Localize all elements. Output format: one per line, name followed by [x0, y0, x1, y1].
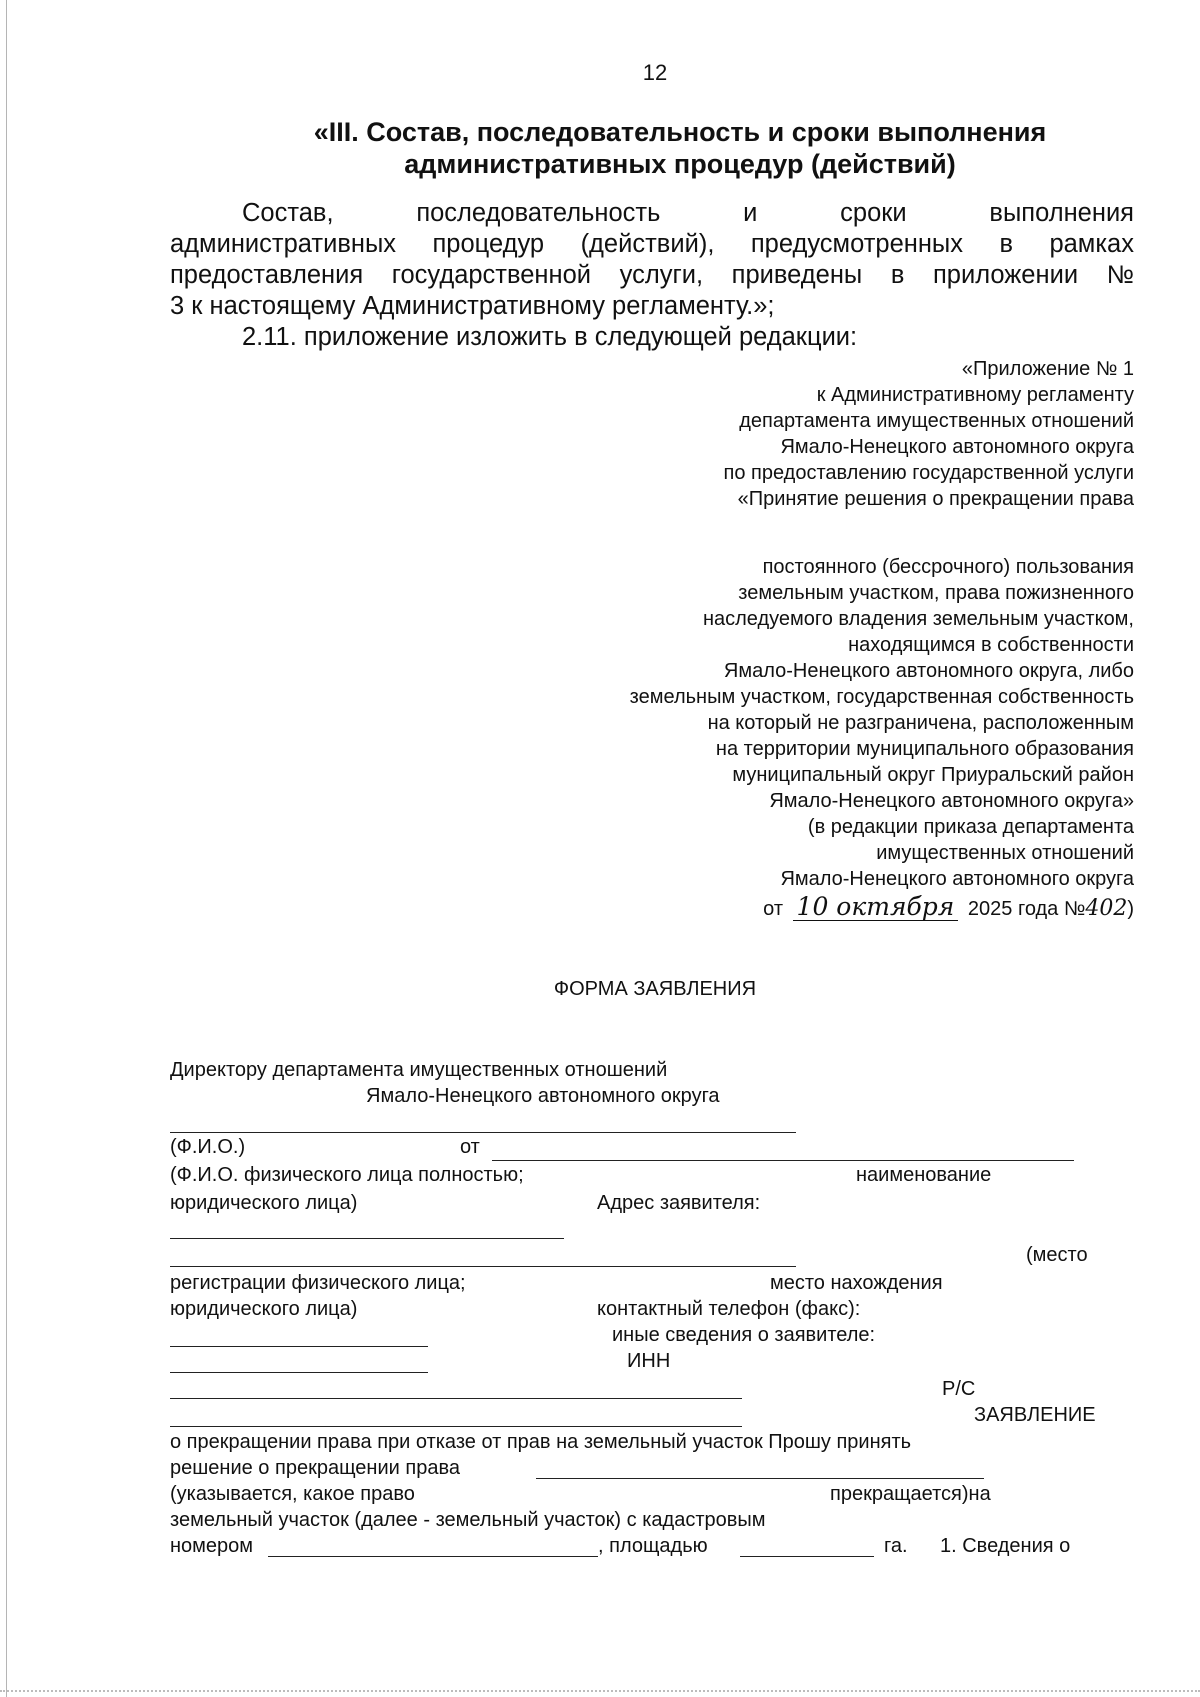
- statement-line1: о прекращении права при отказе от прав на земельный участок Прошу принять: [170, 1431, 912, 1453]
- address-underline-2: [170, 1266, 796, 1267]
- appendix-header-a: [434, 356, 1134, 512]
- phone-label: контактный телефон (факс):: [597, 1298, 861, 1320]
- handwritten-number: 402: [1085, 896, 1128, 921]
- appendix-line: Ямало-Ненецкого автономного округа: [780, 436, 1134, 458]
- statement-line5-c: га.: [884, 1535, 908, 1557]
- section-heading-line2: административных процедур (действий): [404, 149, 956, 179]
- other-info-underline: [170, 1372, 428, 1373]
- appendix-line: земельным участком, права пожизненного: [738, 582, 1134, 604]
- appendix-line: Ямало-Ненецкого автономного округа»: [769, 790, 1134, 812]
- page-edge: [6, 0, 7, 1697]
- address-underline-1: [170, 1238, 564, 1239]
- date-suffix: ): [1127, 898, 1134, 920]
- cadastral-number-underline: [268, 1556, 598, 1557]
- appendix-line: департамента имущественных отношений: [739, 410, 1134, 432]
- appendix-date-line: [434, 894, 1134, 922]
- statement-line3-left: (указывается, какое право: [170, 1483, 415, 1505]
- from-label: от: [460, 1136, 480, 1158]
- fio-underline: [170, 1132, 796, 1133]
- rs-underline: [170, 1426, 742, 1427]
- appendix-line: на территории муниципального образования: [715, 738, 1134, 760]
- legal-entity-label-2: юридического лица): [170, 1298, 358, 1320]
- appendix-line: (в редакции приказа департамента: [807, 816, 1134, 838]
- appendix-line: «Приложение № 1: [961, 358, 1134, 380]
- appendix-line: постоянного (бессрочного) пользования: [762, 556, 1134, 578]
- location-label: место нахождения: [770, 1272, 943, 1294]
- paragraph-1: [170, 198, 1134, 322]
- date-year: 2025 года №: [967, 898, 1086, 920]
- area-underline: [740, 1556, 874, 1557]
- fio-label: (Ф.И.О.): [170, 1136, 246, 1158]
- place-label: (место: [1026, 1244, 1088, 1266]
- form-title: ФОРМА ЗАЯВЛЕНИЯ: [553, 978, 757, 1000]
- statement-line5-d: 1. Сведения о: [940, 1535, 1071, 1557]
- name-label: наименование: [856, 1164, 992, 1186]
- statement-line3-right: прекращается)на: [830, 1483, 991, 1505]
- appendix-line: «Принятие решения о прекращении права: [737, 488, 1134, 510]
- other-info-label: иные сведения о заявителе:: [612, 1324, 876, 1346]
- appendix-line: Ямало-Ненецкого автономного округа, либо: [723, 660, 1134, 682]
- inn-underline: [170, 1398, 742, 1399]
- appendix-line: по предоставлению государственной услуги: [723, 462, 1134, 484]
- appendix-line: к Административному регламенту: [816, 384, 1134, 406]
- appendix-line: земельным участком, государственная собственность: [629, 686, 1134, 708]
- statement-line5-b: , площадью: [598, 1535, 708, 1557]
- statement-line2: решение о прекращении права: [170, 1457, 460, 1479]
- rs-label: Р/С: [942, 1378, 976, 1400]
- appendix-line: наследуемого владения земельным участком,: [702, 608, 1134, 630]
- scan-artifact-bottom: [0, 1690, 1200, 1692]
- section-heading: [170, 116, 1190, 180]
- paragraph-1-line3: предоставления государственной услуги, приведены в приложении №: [170, 261, 1134, 289]
- appendix-line: находящимся в собственности: [848, 634, 1134, 656]
- item-2-11: 2.11. приложение изложить в следующей редакции:: [242, 323, 858, 351]
- handwritten-date: 10 октября: [793, 894, 959, 921]
- inn-label: ИНН: [627, 1350, 671, 1372]
- paragraph-1-line4: 3 к настоящему Административному регламенту.»;: [170, 292, 775, 320]
- from-underline: [492, 1160, 1074, 1161]
- date-prefix: от: [763, 898, 783, 920]
- address-label: Адрес заявителя:: [597, 1192, 761, 1214]
- appendix-line: муниципальный округ Приуральский район: [732, 764, 1134, 786]
- addressee-line1: Директору департамента имущественных отношений: [170, 1059, 668, 1081]
- right-type-underline: [536, 1478, 984, 1479]
- phone-underline: [170, 1346, 428, 1347]
- fio-full-label: (Ф.И.О. физического лица полностью;: [170, 1164, 524, 1186]
- statement-line5-a: номером: [170, 1535, 254, 1557]
- paragraph-1-line2: административных процедур (действий), предусмотренных в рамках: [170, 230, 1134, 258]
- page-number: 12: [642, 60, 668, 85]
- legal-entity-label: юридического лица): [170, 1192, 358, 1214]
- section-heading-line1: «III. Состав, последовательность и сроки выполнения: [313, 117, 1047, 147]
- appendix-line: на который не разграничена, расположенным: [707, 712, 1134, 734]
- registration-label: регистрации физического лица;: [170, 1272, 466, 1294]
- statement-line4: земельный участок (далее - земельный участок) с кадастровым: [170, 1509, 766, 1531]
- paragraph-1-line1: Состав, последовательность и сроки выполнения: [242, 199, 1134, 227]
- appendix-line: имущественных отношений: [876, 842, 1134, 864]
- appendix-header-b: [434, 554, 1134, 922]
- addressee-line2: Ямало-Ненецкого автономного округа: [366, 1085, 720, 1107]
- statement-title: ЗАЯВЛЕНИЕ: [974, 1404, 1096, 1426]
- appendix-line: Ямало-Ненецкого автономного округа: [780, 868, 1134, 890]
